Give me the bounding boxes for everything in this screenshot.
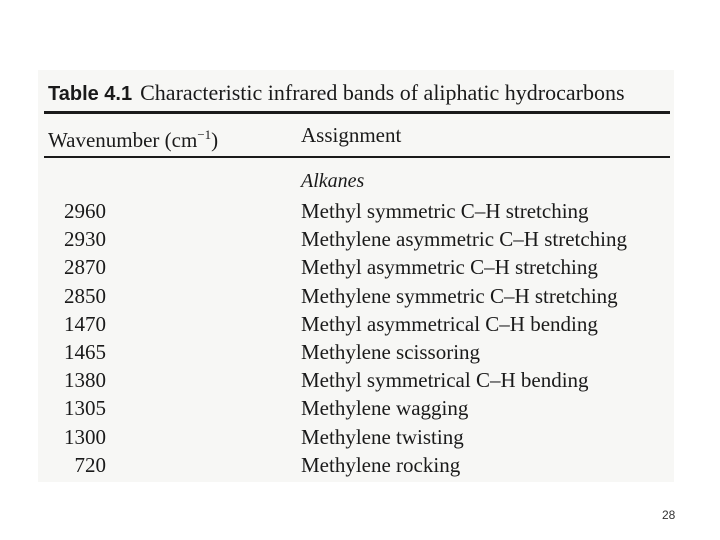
assignment-cell: Methylene asymmetric C–H stretching xyxy=(301,227,628,252)
table-row xyxy=(38,253,674,281)
table-row xyxy=(38,310,674,338)
wavenumber-header-exponent: −1 xyxy=(197,127,212,142)
wavenumber-cell: 720 xyxy=(74,452,106,477)
assignment-cell: Methylene symmetric C–H stretching xyxy=(301,283,618,308)
header-rule xyxy=(44,156,670,158)
wavenumber-cell: 1300 xyxy=(64,424,106,449)
table-row xyxy=(38,225,674,253)
table-figure xyxy=(38,70,674,482)
table-row xyxy=(38,338,674,366)
table-row xyxy=(38,423,674,451)
assignment-cell: Methyl asymmetrical C–H bending xyxy=(301,311,598,336)
table-caption xyxy=(48,80,625,107)
wavenumber-cell: 2850 xyxy=(64,283,106,308)
assignment-cell: Methyl asymmetric C–H stretching xyxy=(301,255,598,280)
top-rule xyxy=(44,111,670,114)
table-label: Table 4.1 xyxy=(48,83,133,105)
page-number: 28 xyxy=(662,508,676,522)
assignment-cell: Methylene rocking xyxy=(301,452,461,477)
assignment-cell: Methylene twisting xyxy=(301,424,464,449)
wavenumber-header-close: ) xyxy=(211,128,219,152)
table-row xyxy=(38,394,674,422)
wavenumber-cell: 1470 xyxy=(64,311,106,336)
wavenumber-cell: 1380 xyxy=(64,368,106,393)
table-row xyxy=(38,451,674,479)
column-header-assignment: Assignment xyxy=(301,123,402,147)
wavenumber-cell: 2960 xyxy=(64,199,106,223)
assignment-cell: Methylene wagging xyxy=(301,396,469,421)
table-row xyxy=(38,366,674,394)
wavenumber-cell: 2870 xyxy=(64,255,106,280)
table-body xyxy=(38,197,674,479)
section-heading-alkanes: Alkanes xyxy=(301,170,365,192)
assignment-cell: Methylene scissoring xyxy=(301,339,481,364)
table-row xyxy=(38,282,674,310)
assignment-cell: Methyl symmetrical C–H bending xyxy=(301,368,589,393)
table-row xyxy=(38,197,674,225)
column-header-wavenumber xyxy=(48,122,218,153)
wavenumber-cell: 1305 xyxy=(64,396,106,421)
wavenumber-header-text: Wavenumber (cm xyxy=(48,128,198,152)
wavenumber-cell: 1465 xyxy=(64,339,106,364)
wavenumber-cell: 2930 xyxy=(64,227,106,252)
assignment-cell: Methyl symmetric C–H stretching xyxy=(301,199,589,223)
table-title: Characteristic infrared bands of aliphatic hydrocarbons xyxy=(140,80,625,105)
